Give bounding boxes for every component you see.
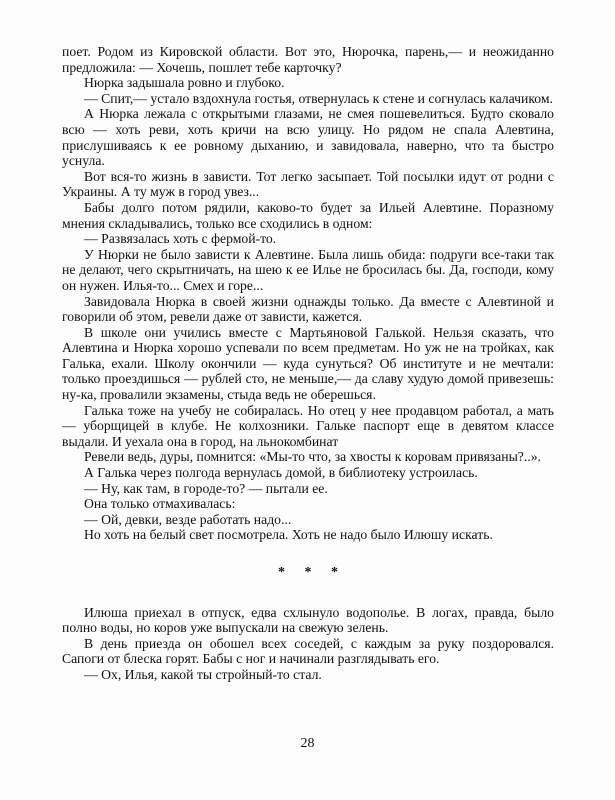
paragraph: Галька тоже на учебу не собиралась. Но отец у нее продавцом работал, а мать — уборщицей в клубе. Не колхозники. Гальке паспорт еще в девятом классе выдали. И уехала она в город, на льнокомбинат [62, 402, 554, 449]
paragraph: Завидовала Нюрка в своей жизни однажды только. Да вместе с Алевтиной и говорили об этом, ревели даже от зависти, кажется. [62, 293, 554, 325]
section-separator: * * * [278, 565, 346, 580]
paragraph: — Ой, девки, везде работать надо... [84, 511, 292, 527]
paragraph: — Ну, как там, в городе-то? — пытали ее. [84, 480, 328, 496]
paragraph: Бабы долго потом рядили, каково-то будет за Ильей Алевтине. Поразному мнения складывались, только все сходились в одном: [62, 199, 554, 231]
page-number: 28 [300, 736, 315, 751]
paragraph: Ревели ведь, дуры, помнится: «Мы-то что, за хвосты к коровам привязаны?..». [84, 449, 541, 465]
paragraph: Илюша приехал в отпуск, едва схлынуло водополье. В логах, правда, было полно воды, но коров уже выпускали на свежую зелень. [62, 604, 554, 636]
body-text [62, 44, 554, 683]
paragraph: А Галька через полгода вернулась домой, в библиотеку устроилась. [84, 465, 478, 481]
paragraph: — Спит,— устало вздохнула гостья, отвернулась к стене и согнулась калачиком. [84, 90, 553, 106]
paragraph: У Нюрки не было зависти к Алевтине. Была лишь обида: подруги все-таки так не делают, чего скрытничать, на шею к ее Илье не бросилась бы. Да, господи, кому он нужен. Илья-то... Смех и горе... [62, 246, 554, 293]
paragraph: Она только отмахивалась: [84, 496, 236, 512]
paragraph: Но хоть на белый свет посмотрела. Хоть не надо было Илюшу искать. [84, 527, 493, 543]
paragraph: В школе они учились вместе с Мартьяновой Галькой. Нельзя сказать, что Алевтина и Нюрка хорошо успевали по всем предметам. Но уж не на тройках, как Галька, ехали. Школу окончили — куда сунуться? Об институте и не мечтали: только проездишься — рублей сто, не меньше,— да славу худую домой привезешь: ну-ка, провалили экзамены, стыда ведь не оберешься. [62, 324, 554, 403]
paragraph: Нюрка задышала ровно и глубоко. [84, 75, 285, 91]
paragraph: — Развязалась хоть с фермой-то. [84, 231, 277, 247]
paragraph: В день приезда он обошел всех соседей, с каждым за руку поздоровался. Сапоги от блеска горят. Бабы с ног и начинали разглядывать его. [62, 635, 554, 667]
paragraph: поет. Родом из Кировской области. Вот это, Нюрочка, парень,— и неожиданно предложила: — Хочешь, пошлет тебе карточку? [62, 44, 554, 75]
paragraph: А Нюрка лежала с открытыми глазами, не смея пошевелиться. Будто сковало всю — хоть реви, хоть кричи на всю улицу. Но рядом не спала Алевтина, прислушиваясь к ее ровному дыханию, и завидовала, наверно, что та быстро уснула. [62, 106, 554, 169]
paragraph: Вот вся-то жизнь в зависти. Тот легко засыпает. Той посылки идут от родни с Украины. А ту муж в город увез... [62, 168, 554, 200]
paragraph: — Ох, Илья, какой ты стройный-то стал. [84, 666, 322, 682]
